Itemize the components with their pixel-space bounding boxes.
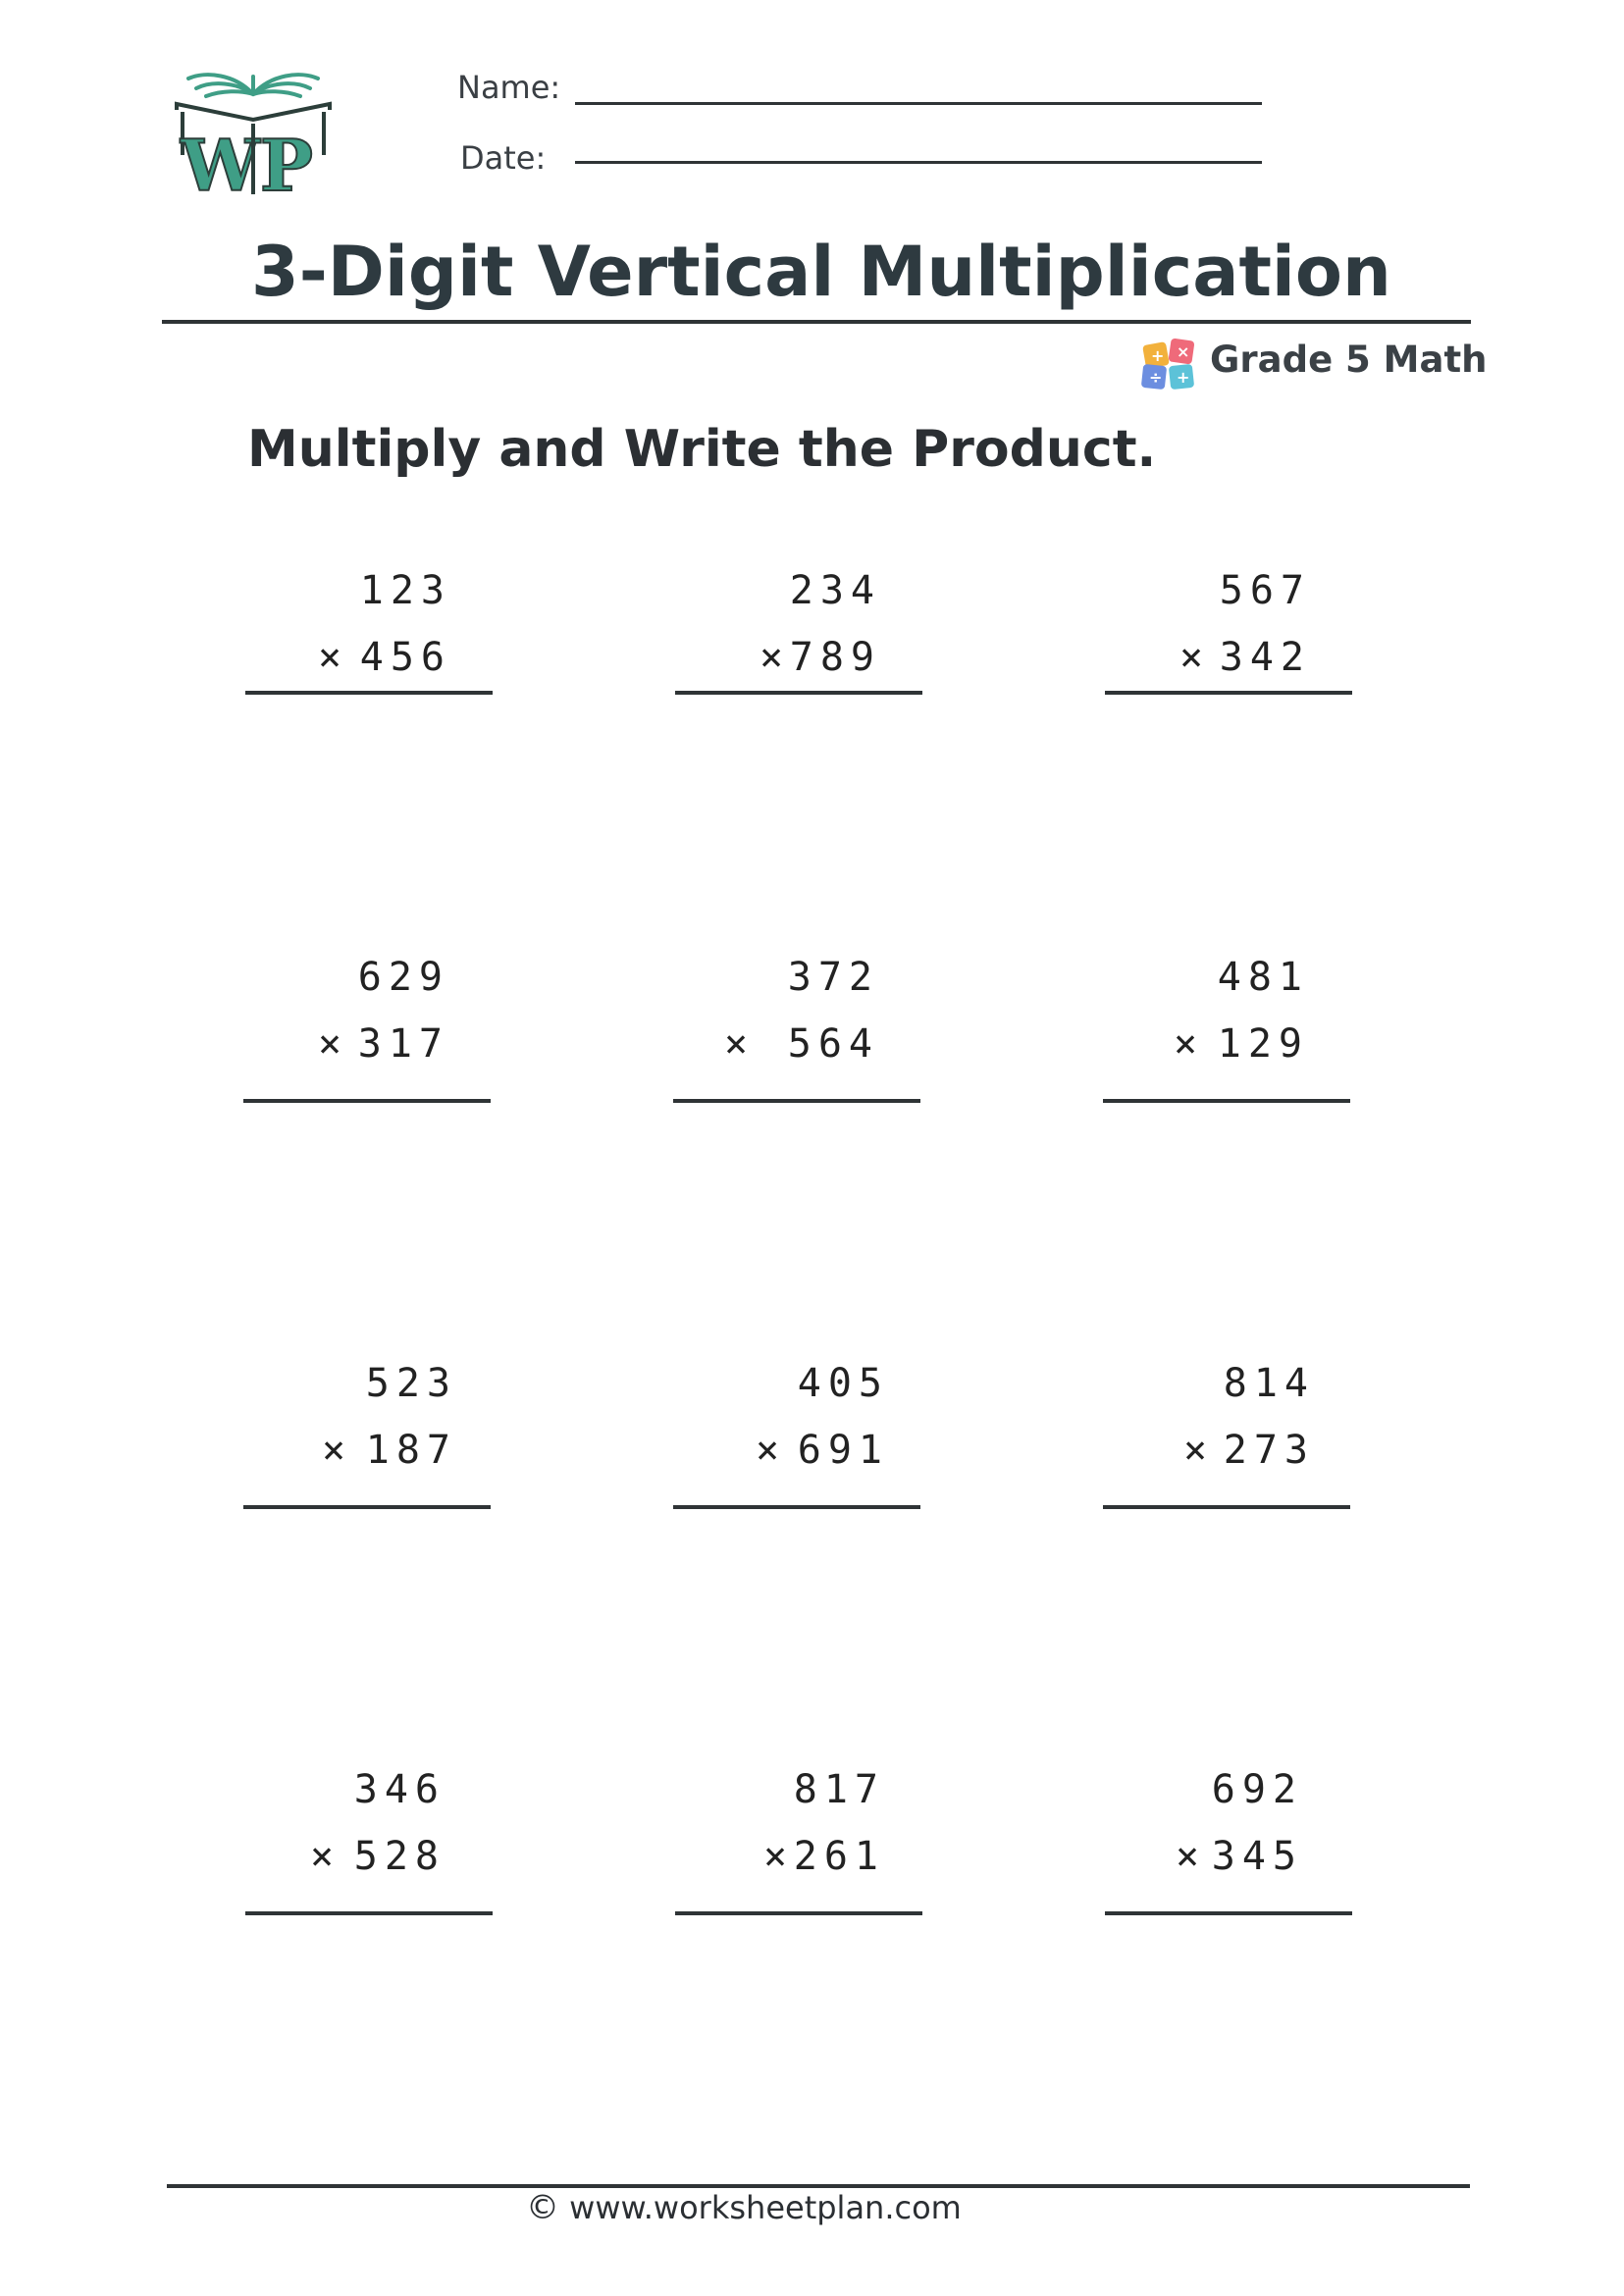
svg-text:+: +: [1151, 346, 1165, 365]
multiplicand: 814: [1223, 1361, 1315, 1406]
multiplicand: 346: [353, 1767, 445, 1812]
date-label: Date:: [460, 139, 547, 177]
name-label: Name:: [457, 69, 561, 106]
problem-12: [1105, 1767, 1352, 1917]
multiplier: 564: [787, 1021, 879, 1067]
book-logo-icon: [167, 65, 340, 198]
multiplier: 345: [1211, 1834, 1303, 1879]
multiplier: 789: [789, 635, 881, 680]
multiplicand: 481: [1217, 955, 1309, 1000]
answer-line[interactable]: [1103, 1505, 1350, 1509]
multiply-sign: ×: [756, 1428, 780, 1473]
answer-line[interactable]: [1105, 1911, 1352, 1915]
problem-7: [243, 1361, 491, 1511]
multiplier: 261: [793, 1834, 885, 1879]
copyright-icon: ©: [526, 2188, 559, 2227]
multiply-sign: ×: [318, 1021, 342, 1067]
problem-6: [1103, 955, 1350, 1105]
multiplier: 317: [357, 1021, 449, 1067]
multiplicand: 629: [357, 955, 449, 1000]
multiply-sign: ×: [310, 1834, 335, 1879]
problem-4: [243, 955, 491, 1105]
problem-11: [675, 1767, 922, 1917]
svg-text:×: ×: [1177, 342, 1190, 361]
multiplier: 456: [359, 635, 451, 680]
multiply-sign: ×: [1176, 1834, 1200, 1879]
svg-text:÷: ÷: [1149, 368, 1163, 387]
multiplicand: 523: [365, 1361, 457, 1406]
instructions: Multiply and Write the Product.: [247, 420, 1157, 479]
multiply-sign: ×: [760, 635, 784, 680]
multiplicand: 405: [797, 1361, 889, 1406]
multiplier: 528: [353, 1834, 445, 1879]
problem-1: [245, 568, 493, 699]
multiply-sign: ×: [1179, 635, 1204, 680]
svg-text:+: +: [1177, 368, 1190, 387]
answer-line[interactable]: [675, 691, 922, 695]
grade-badge-label: Grade 5 Math: [1210, 339, 1488, 381]
answer-line[interactable]: [673, 1099, 920, 1103]
multiplicand: 817: [793, 1767, 885, 1812]
multiplicand: 123: [359, 568, 451, 613]
multiplicand: 372: [787, 955, 879, 1000]
logo-letters: WP: [181, 124, 313, 198]
multiply-sign: ×: [318, 635, 342, 680]
multiplier: 342: [1219, 635, 1311, 680]
worksheetplan-logo: [167, 65, 340, 198]
multiply-sign: ×: [724, 1021, 749, 1067]
answer-line[interactable]: [243, 1099, 491, 1103]
problem-5: [673, 955, 920, 1105]
answer-line[interactable]: [1105, 691, 1352, 695]
worksheet-title: 3-Digit Vertical Multiplication: [251, 232, 1391, 312]
multiply-sign: ×: [763, 1834, 788, 1879]
multiplicand: 234: [789, 568, 881, 613]
multiplier: 129: [1217, 1021, 1309, 1067]
multiply-sign: ×: [1183, 1428, 1208, 1473]
multiply-sign: ×: [1174, 1021, 1198, 1067]
multiplicand: 567: [1219, 568, 1311, 613]
title-divider: [162, 320, 1471, 324]
multiplier: 187: [365, 1428, 457, 1473]
answer-line[interactable]: [673, 1505, 920, 1509]
multiplicand: 692: [1211, 1767, 1303, 1812]
answer-line[interactable]: [245, 691, 493, 695]
answer-line[interactable]: [1103, 1099, 1350, 1103]
date-field-line[interactable]: [575, 161, 1262, 164]
problem-9: [1103, 1361, 1350, 1511]
answer-line[interactable]: [243, 1505, 491, 1509]
footer: [526, 2188, 962, 2227]
problem-2: [675, 568, 922, 699]
problem-10: [245, 1767, 493, 1917]
name-field-line[interactable]: [575, 102, 1262, 105]
multiply-sign: ×: [322, 1428, 346, 1473]
multiplier: 691: [797, 1428, 889, 1473]
answer-line[interactable]: [245, 1911, 493, 1915]
math-blocks-icon: [1140, 338, 1201, 392]
multiplier: 273: [1223, 1428, 1315, 1473]
footer-url[interactable]: www.worksheetplan.com: [569, 2189, 962, 2226]
problem-8: [673, 1361, 920, 1511]
answer-line[interactable]: [675, 1911, 922, 1915]
problem-3: [1105, 568, 1352, 699]
